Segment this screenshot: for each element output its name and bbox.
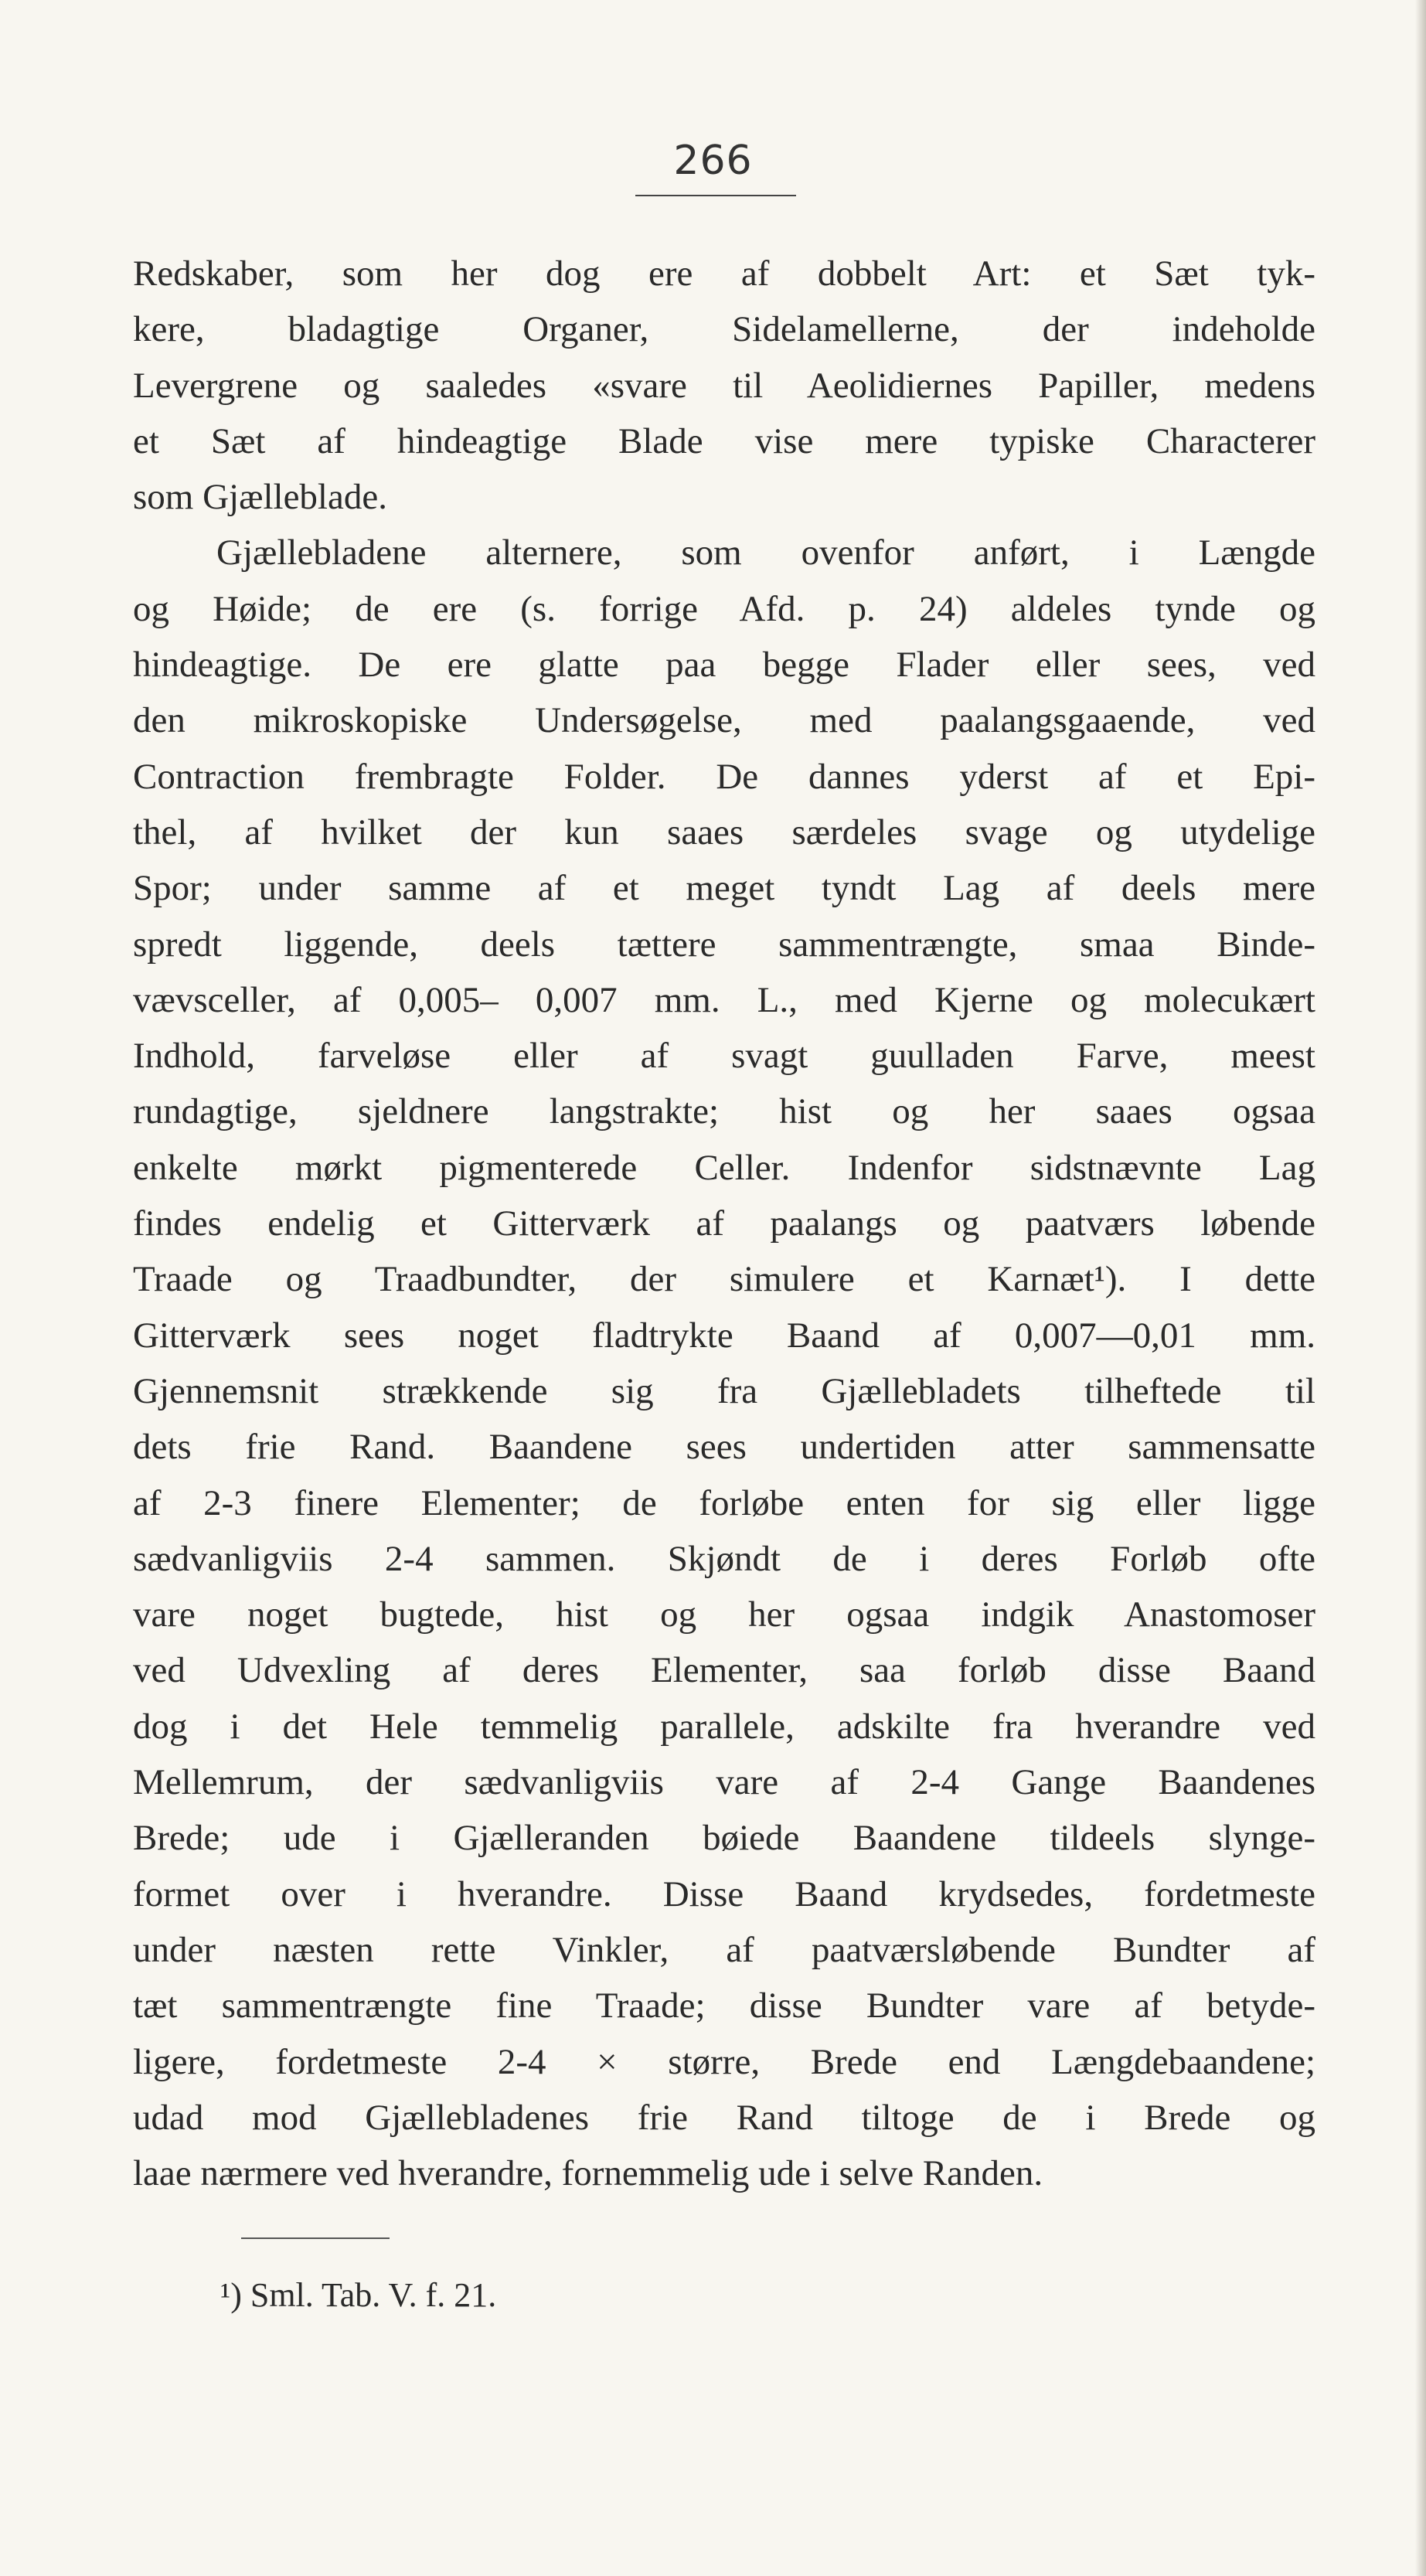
text-line: Gitterværk sees noget fladtrykte Baand af 0,007—0,01 mm. (133, 1315, 1315, 1356)
footnote: ¹) Sml. Tab. V. f. 21. (220, 2276, 497, 2314)
text-line: udad mod Gjællebladenes frie Rand tiltoge de i Brede og (133, 2097, 1315, 2138)
text-line: dog i det Hele temmelig parallele, adskilte fra hverandre ved (133, 1706, 1315, 1747)
text-line: af 2-3 finere Elementer; de forløbe enten for sig eller ligge (133, 1482, 1315, 1523)
text-line: Mellemrum, der sædvanligviis vare af 2-4 Gange Baandenes (133, 1762, 1315, 1803)
text-line: Redskaber, som her dog ere af dobbelt Art: et Sæt tyk- (133, 254, 1315, 294)
text-line: Gjennemsnit strækkende sig fra Gjællebladets tilheftede til (133, 1370, 1315, 1411)
text-line: og Høide; de ere (s. forrige Afd. p. 24) aldeles tynde og (133, 588, 1315, 629)
text-line: hindeagtige. De ere glatte paa begge Flader eller sees, ved (133, 645, 1315, 686)
text-line: vævsceller, af 0,005– 0,007 mm. L., med Kjerne og molecukært (133, 979, 1315, 1020)
text-line: under næsten rette Vinkler, af paatværsløbende Bundter af (133, 1929, 1315, 1970)
text-line: laae nærmere ved hverandre, fornemmelig ude i selve Randen. (133, 2153, 1043, 2194)
page-number: 266 (673, 138, 753, 184)
page-edge-shadow (1415, 0, 1426, 2576)
text-line: Levergrene og saaledes «svare til Aeolidiernes Papiller, medens (133, 365, 1315, 406)
text-line: et Sæt af hindeagtige Blade vise mere typiske Characterer (133, 420, 1315, 461)
text-line: spredt liggende, deels tættere sammentrængte, smaa Binde- (133, 924, 1315, 965)
text-line: Gjællebladene alternere, som ovenfor anført, i Længde (216, 533, 1315, 573)
text-line: sædvanligviis 2-4 sammen. Skjøndt de i deres Forløb ofte (133, 1538, 1315, 1579)
text-line: rundagtige, sjeldnere langstrakte; hist og her saaes ogsaa (133, 1091, 1315, 1132)
text-line: ved Udvexling af deres Elementer, saa forløb disse Baand (133, 1650, 1315, 1691)
page-number-rule (635, 195, 796, 196)
text-line: ligere, fordetmeste 2-4 × større, Brede end Længdebaandene; (133, 2041, 1315, 2082)
body-text (133, 246, 1315, 2201)
text-line: Traade og Traadbundter, der simulere et Karnæt¹). I dette (133, 1259, 1315, 1300)
text-line: formet over i hverandre. Disse Baand krydsedes, fordetmeste (133, 1873, 1315, 1914)
text-line: thel, af hvilket der kun saaes særdeles svage og utydelige (133, 812, 1315, 852)
text-line: tæt sammentrængte fine Traade; disse Bundter vare af betyde- (133, 1986, 1315, 2026)
text-line: den mikroskopiske Undersøgelse, med paalangsgaaende, ved (133, 700, 1315, 741)
text-line: som Gjælleblade. (133, 477, 387, 518)
text-line: vare noget bugtede, hist og her ogsaa indgik Anastomoser (133, 1594, 1315, 1635)
text-line: Indhold, farveløse eller af svagt guulladen Farve, meest (133, 1036, 1315, 1077)
text-line: Contraction frembragte Folder. De dannes yderst af et Epi- (133, 756, 1315, 797)
text-line: Spor; under samme af et meget tyndt Lag af deels mere (133, 868, 1315, 909)
text-line: dets frie Rand. Baandene sees undertiden atter sammensatte (133, 1427, 1315, 1468)
text-line: findes endelig et Gitterværk af paalangs og paatværs løbende (133, 1203, 1315, 1244)
text-line: Brede; ude i Gjælleranden bøiede Baandene tildeels slynge- (133, 1818, 1315, 1859)
text-line: enkelte mørkt pigmenterede Celler. Indenfor sidstnævnte Lag (133, 1147, 1315, 1188)
footnote-rule (241, 2237, 390, 2239)
text-line: kere, bladagtige Organer, Sidelamellerne, der indeholde (133, 309, 1315, 350)
